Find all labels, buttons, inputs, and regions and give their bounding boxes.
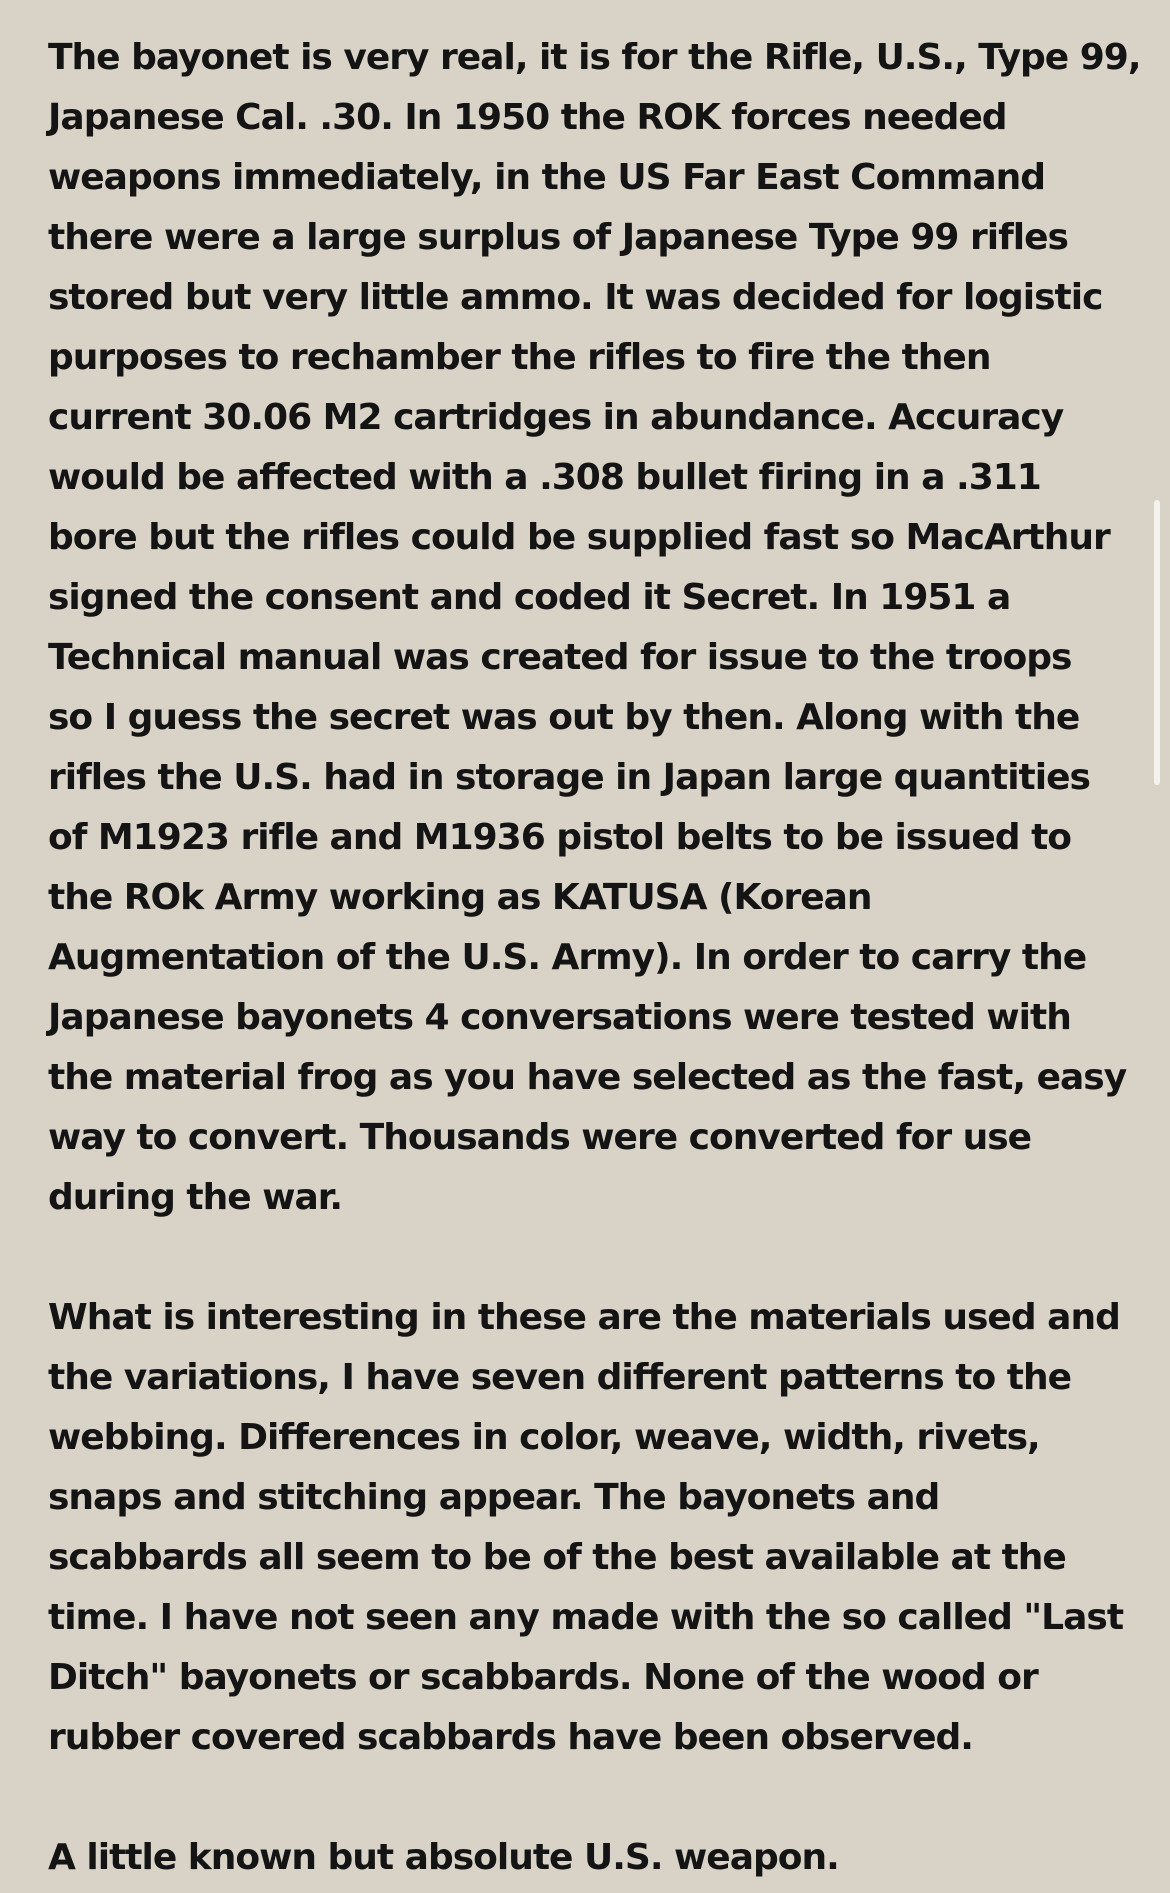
text-line: would be affected with a .308 bullet firing in a .311 [48,457,1041,498]
text-line: A little known but absolute U.S. weapon. [48,1837,839,1878]
text-line: there were a large surplus of Japanese Type 99 rifles [48,217,1068,258]
paragraph-2 [48,1288,1128,1768]
text-line: the material frog as you have selected as the fast, easy [48,1057,1127,1098]
text-line: What is interesting in these are the materials used and [48,1297,1120,1338]
paragraph-spacer [48,1768,1128,1828]
text-line: The bayonet is very real, it is for the Rifle, U.S., Type 99, [48,37,1141,78]
text-line: Japanese bayonets 4 conversations were tested with [48,997,1071,1038]
text-line: Augmentation of the U.S. Army). In order to carry the [48,937,1087,978]
text-line: Japanese Cal. .30. In 1950 the ROK forces needed [48,97,1007,138]
text-line: snaps and stitching appear. The bayonets and [48,1477,940,1518]
text-line: during the war. [48,1177,343,1218]
text-line: rubber covered scabbards have been observed. [48,1717,973,1758]
text-line: bore but the rifles could be supplied fast so MacArthur [48,517,1110,558]
text-line: scabbards all seem to be of the best available at the [48,1537,1066,1578]
text-line: Technical manual was created for issue to the troops [48,637,1072,678]
paragraph-3 [48,1828,1128,1888]
text-line: purposes to rechamber the rifles to fire the then [48,337,991,378]
text-line: current 30.06 M2 cartridges in abundance. Accuracy [48,397,1064,438]
text-line: Ditch" bayonets or scabbards. None of the wood or [48,1657,1038,1698]
text-line: the variations, I have seven different patterns to the [48,1357,1071,1398]
text-line: webbing. Differences in color, weave, width, rivets, [48,1417,1040,1458]
text-line: time. I have not seen any made with the so called "Last [48,1597,1124,1638]
text-line: stored but very little ammo. It was decided for logistic [48,277,1103,318]
text-line: of M1923 rifle and M1936 pistol belts to be issued to [48,817,1072,858]
text-line: the ROk Army working as KATUSA (Korean [48,877,872,918]
text-line: way to convert. Thousands were converted for use [48,1117,1032,1158]
paragraph-spacer [48,1228,1128,1288]
vertical-scrollbar-thumb[interactable] [1154,500,1160,785]
paragraph-1 [48,28,1141,1228]
article-body [48,28,1141,1888]
text-line: signed the consent and coded it Secret. In 1951 a [48,577,1011,618]
text-line: so I guess the secret was out by then. Along with the [48,697,1080,738]
text-line: weapons immediately, in the US Far East Command [48,157,1046,198]
text-line: rifles the U.S. had in storage in Japan large quantities [48,757,1090,798]
